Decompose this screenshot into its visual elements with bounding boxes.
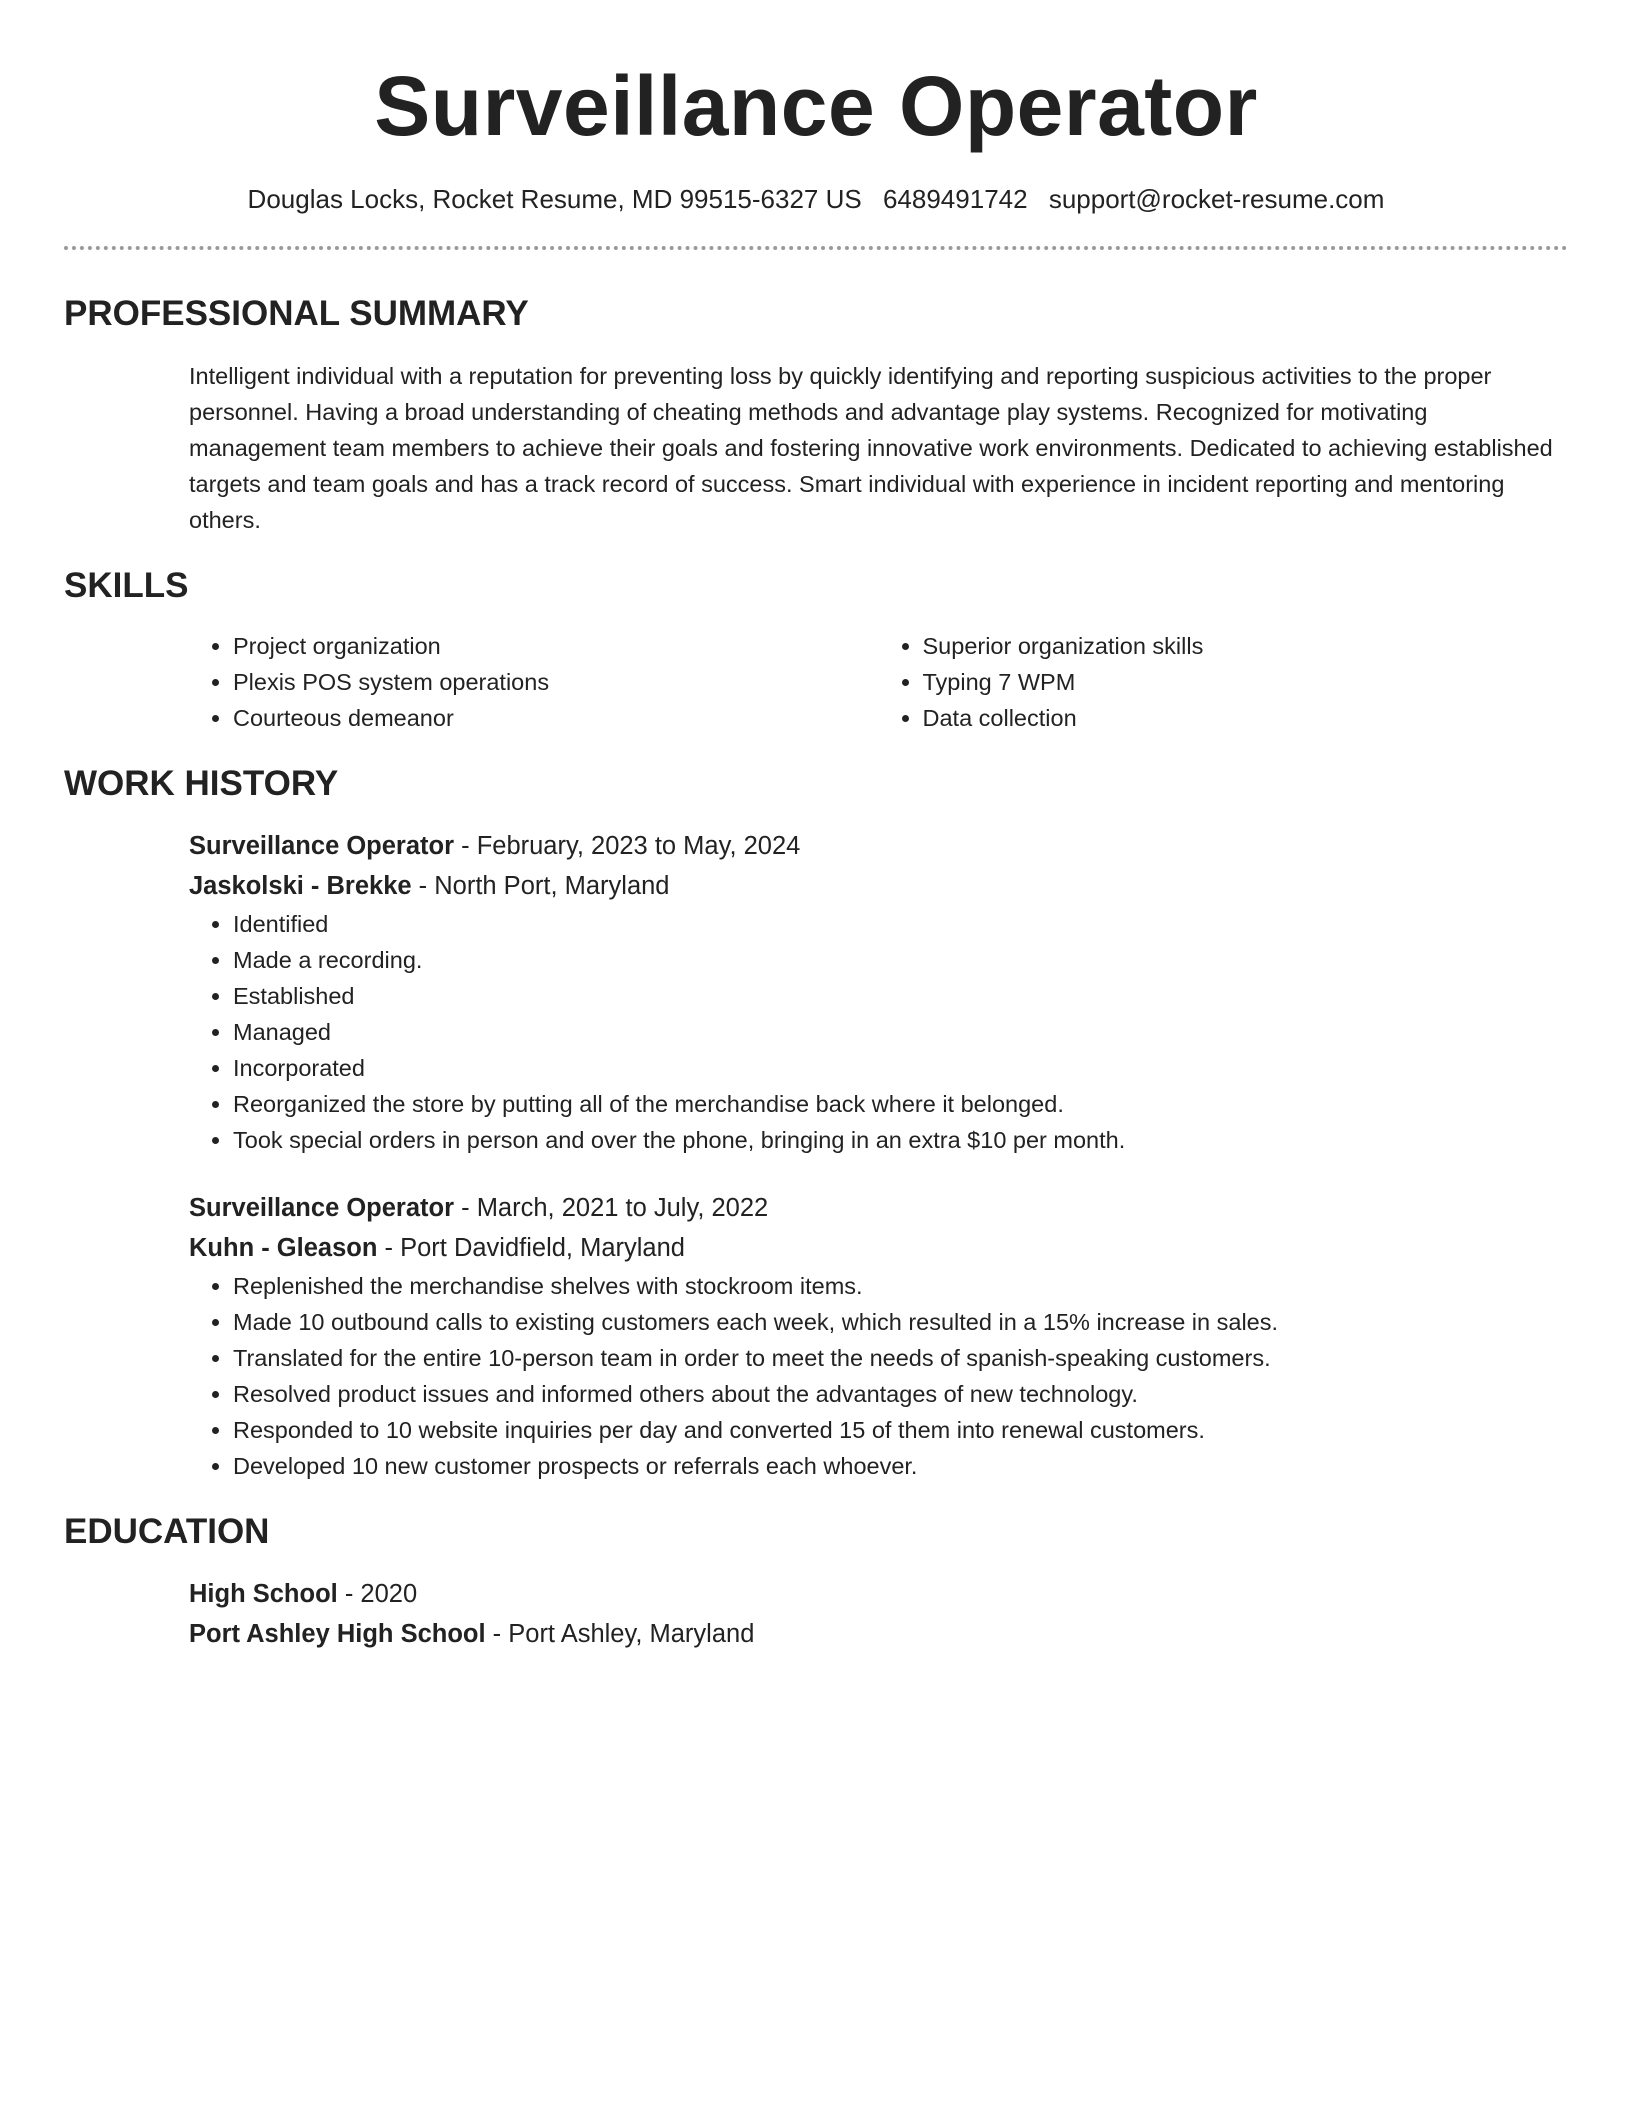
job-role: Surveillance Operator [189, 1194, 455, 1222]
header-divider [64, 246, 1568, 250]
job-bullet: • Incorporated [233, 1050, 1568, 1086]
job-company: Jaskolski - Brekke [189, 872, 412, 900]
skills-grid [189, 628, 1568, 736]
skill-item: • Data collection [923, 700, 1569, 736]
job-bullet: • Took special orders in person and over the phone, bringing in an extra $10 per month. [233, 1122, 1568, 1158]
job-bullet: • Identified [233, 906, 1568, 942]
job-dates: - March, 2021 to July, 2022 [454, 1194, 769, 1222]
job-dates: - February, 2023 to May, 2024 [454, 832, 801, 860]
job-bullets [189, 906, 1568, 1158]
job-entry [189, 1188, 1568, 1484]
education-location: - Port Ashley, Maryland [485, 1620, 755, 1648]
skills-section [64, 564, 1568, 736]
job-bullet: • Made a recording. [233, 942, 1568, 978]
contact-phone: 6489491742 [882, 184, 1028, 214]
skill-item: • Courteous demeanor [233, 700, 879, 736]
job-location: - Port Davidfield, Maryland [377, 1234, 685, 1262]
candidate-name: Surveillance Operator [374, 59, 1258, 153]
education-degree-line [189, 1574, 1568, 1614]
job-bullets [189, 1268, 1568, 1484]
job-entry [189, 826, 1568, 1158]
work-section [64, 762, 1568, 1484]
job-location: - North Port, Maryland [411, 872, 670, 900]
job-bullet: • Established [233, 978, 1568, 1014]
education-degree: High School [189, 1580, 338, 1608]
summary-section [64, 292, 1568, 538]
education-school-line [189, 1614, 1568, 1654]
education-entry [189, 1574, 1568, 1654]
skills-list-left [189, 628, 879, 736]
skill-item: • Superior organization skills [923, 628, 1569, 664]
education-school: Port Ashley High School [189, 1620, 486, 1648]
job-bullet: • Responded to 10 website inquiries per day and converted 15 of them into renewal customers. [233, 1412, 1568, 1448]
job-title-line [189, 826, 1568, 866]
job-bullet: • Translated for the entire 10-person team in order to meet the needs of spanish-speaking customers. [233, 1340, 1568, 1376]
education-year: - 2020 [337, 1580, 418, 1608]
skill-item: • Project organization [233, 628, 879, 664]
contact-line [64, 182, 1568, 216]
work-title: WORK HISTORY [64, 764, 339, 803]
education-title: EDUCATION [64, 1512, 270, 1551]
job-role: Surveillance Operator [189, 832, 455, 860]
job-company-line [189, 866, 1568, 906]
job-bullet: • Managed [233, 1014, 1568, 1050]
job-bullet: • Developed 10 new customer prospects or referrals each whoever. [233, 1448, 1568, 1484]
summary-title: PROFESSIONAL SUMMARY [64, 294, 529, 333]
job-bullet: • Made 10 outbound calls to existing customers each week, which resulted in a 15% increase in sales. [233, 1304, 1568, 1340]
job-company-line [189, 1228, 1568, 1268]
contact-email: support@rocket-resume.com [1048, 184, 1385, 214]
education-section [64, 1510, 1568, 1654]
job-company: Kuhn - Gleason [189, 1234, 378, 1262]
job-bullet: • Replenished the merchandise shelves with stockroom items. [233, 1268, 1568, 1304]
skill-item: • Plexis POS system operations [233, 664, 879, 700]
job-bullet: • Resolved product issues and informed others about the advantages of new technology. [233, 1376, 1568, 1412]
skills-title: SKILLS [64, 566, 189, 605]
job-title-line [189, 1188, 1568, 1228]
contact-address: Douglas Locks, Rocket Resume, MD 99515-6327 US [247, 184, 862, 214]
job-bullet: • Reorganized the store by putting all of the merchandise back where it belonged. [233, 1086, 1568, 1122]
skill-item: • Typing 7 WPM [923, 664, 1569, 700]
skills-list-right [879, 628, 1569, 736]
summary-text: Intelligent individual with a reputation for preventing loss by quickly identifying and reporting suspicious activities to the proper personnel. Having a broad understanding of cheating methods and advantage play systems. Recognized for motivating management team members to achieve their goals and fostering innovative work environments. Dedicated to achieving established targets and team goals and has a track record of success. Smart individual with experience in incident reporting and mentoring others. [189, 363, 1553, 533]
